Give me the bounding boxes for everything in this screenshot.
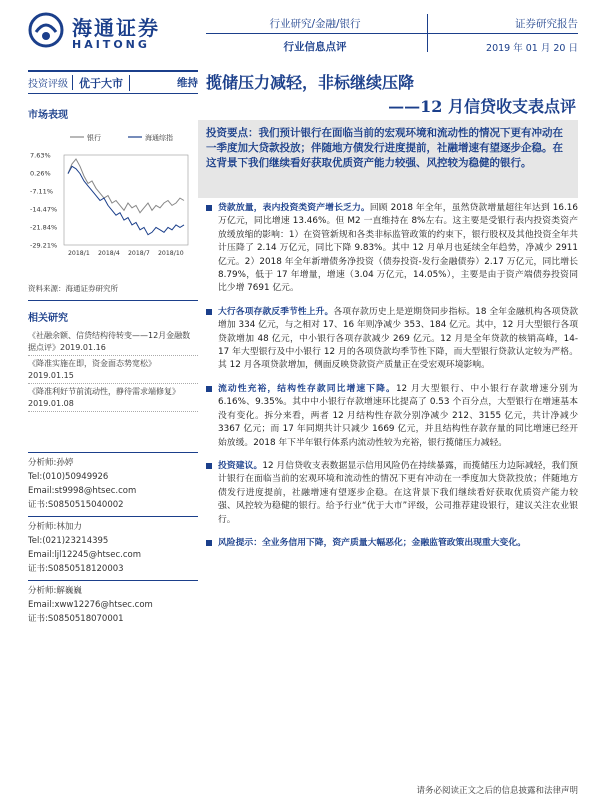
report-title: 揽储压力减轻，非标继续压降: [206, 73, 415, 92]
analyst-name: 分析师:孙婷: [28, 458, 74, 468]
y-tick-label: -7.11%: [30, 187, 53, 196]
rating-bar: [28, 70, 198, 94]
summary-text: 投资要点：我们预计银行在面临当前的宏观环境和流动性的情况下更有冲动在一季度加大贷款投放；伴随地方债发行进度提前，社融增速有望逐步企稳。在这背景下我们继续看好获取优质资产能力较强、风控较为稳健的银行。: [206, 127, 563, 169]
x-tick-label: 2018/1: [68, 250, 90, 257]
analyst-card: [28, 580, 198, 626]
analyst-email[interactable]: Email:ljl12245@htsec.com: [28, 550, 141, 560]
analyst-tel: Tel:(010)50949926: [28, 472, 109, 482]
rating-status: 维持: [177, 77, 198, 89]
related-list: [28, 330, 198, 412]
point-text: 12 月大型银行、中小银行存款增速分别为 6.16%、9.35%。其中中小银行存款增速环比提高了 0.53 个百分点，大型银行在增速基本没有变化。拆分来看，两者 12 月结构性存款分别净减少 212、3155 亿元，共计净减少 3367 亿元；而 17 年同期共计只减少 1669 亿元，并且结构性存款存量的同比增速已经开始放缓。2018 年下半年银行体系内流动性较为充裕，银行揽储压力减轻。: [218, 383, 578, 448]
report-subtitle: ——12 月信贷收支表点评: [388, 97, 576, 116]
point-lead: 贷款放量，表内投资类资产增长乏力。: [218, 203, 370, 213]
analyst-name: 分析师:解巍巍: [28, 586, 82, 596]
summary-box: [198, 120, 578, 198]
analyst-email[interactable]: Email:st9998@htsec.com: [28, 486, 137, 496]
y-tick-label: -14.47%: [30, 205, 58, 214]
chart-source: 资料来源：海通证券研究所: [28, 283, 198, 301]
analyst-list: [28, 452, 198, 630]
analyst-card: [28, 452, 198, 512]
x-tick-label: 2018/7: [128, 250, 150, 257]
report-category: 行业研究/金融/银行: [269, 18, 361, 30]
report-type: 行业信息点评: [283, 41, 347, 53]
point-lead: 投资建议。: [218, 460, 263, 471]
square-bullet-icon: [206, 463, 212, 469]
series-line-index: [68, 166, 184, 234]
point-lead: 风险提示：: [218, 537, 262, 548]
square-bullet-icon: [206, 386, 212, 392]
related-item[interactable]: 《降准利好节前流动性，静待需求端修复》2019.01.08: [28, 386, 198, 412]
analyst-name: 分析师:林加力: [28, 522, 82, 532]
square-bullet-icon: [206, 540, 212, 546]
legend-label: 银行: [87, 134, 101, 142]
point-text: 12 月信贷收支表数据显示信用风险仍在持续暴露，而揽储压力边际减轻，我们预计银行在面临当前的宏观环境和流动性的情况下更有冲动在一季度加大贷款投放；伴随地方债发行进度提前，社融增速有望逐步企稳。在这背景下我们继续看好获取优质资产能力较强、风控较为稳健的银行。给予行业“优于大市”评级，公司推荐建设银行，建议关注农业银行。: [218, 460, 578, 525]
point-lead: 流动性充裕，结构性存款同比增速下降。: [218, 383, 396, 394]
point-text: 全业务信用下降，资产质量大幅恶化；金融监管政策出现重大变化。: [262, 537, 526, 548]
point-item: [206, 306, 578, 373]
header-divider: [206, 33, 578, 34]
legend-label: 海通综指: [145, 134, 173, 142]
analyst-cert: 证书:S0850515040002: [28, 500, 124, 510]
related-item[interactable]: 《降准实施在即，资金面态势宽松》2019.01.15: [28, 358, 198, 384]
analyst-card: [28, 516, 198, 576]
y-tick-label: -29.21%: [30, 241, 58, 250]
report-date: 2019 年 01 月 20 日: [486, 43, 578, 54]
footer-disclaimer: 请务必阅读正文之后的信息披露和法律声明: [416, 786, 578, 796]
square-bullet-icon: [206, 309, 212, 315]
point-item: [206, 460, 578, 527]
analyst-cert: 证书:S0850518070001: [28, 614, 124, 624]
doc-type: 证券研究报告: [515, 18, 578, 30]
logo-mark-icon: [28, 12, 64, 48]
x-tick-label: 2018/4: [98, 250, 120, 257]
point-text: 各项存款历史上是逆期贷同步指标。18 全年金融机构各项贷款增加 334 亿元，与之相对 17、16 年则净减少 353、184 亿元。其中，12 月大型银行各项贷款增加 48 亿元，中小银行各项存款减少 269 亿元。12 月是全年贷款的核销高峰，14-17 年大型银行及中小银行 12 月的各项贷款均季节性下降，而大型银行贷款认定较为严格。其 12 月各项贷款增加，侧面反映贷款资产质量正在受宏观环境影响。: [218, 306, 578, 371]
sidebar: [28, 70, 198, 414]
header-vertical-divider: [427, 14, 428, 52]
key-points: [206, 202, 578, 560]
series-line-bank: [68, 159, 184, 213]
point-text: 回顾 2018 年全年，虽然贷款增量超往年达到 16.16 万亿元，同比增速 13.46%。但 M2 一直维持在 8%左右。这主要是受银行表内投资类资产放缓放缩的影响：1）在资管新规和各类非标监管政策的约束下，银行股权及其他投资全年共计压降了 2.14 万亿元，同比下降 9.83%。其中 12 月单月也延续全年趋势，净减少 2911 亿元。2）2018 年全年新增债务净投资（债券投资-发行金融债券）2.17 万亿元，同比增长 8.79%，低于 17 年增量，增速（3.04 万亿元，14.05%），主要是由于资产端债券投资同比少增 7691 亿元。: [218, 203, 578, 294]
market-chart: [28, 127, 198, 267]
y-tick-label: 0.26%: [30, 169, 51, 178]
y-tick-label: 7.63%: [30, 151, 51, 160]
logo-text-en: HAITONG: [72, 38, 150, 51]
analyst-tel: Tel:(021)23214395: [28, 536, 109, 546]
rating-value: 优于大市: [73, 75, 130, 91]
related-title: 相关研究: [28, 313, 68, 324]
point-lead: 大行各项存款反季节性上升。: [218, 306, 334, 317]
related-item[interactable]: 《社融余额、信贷结构待转变——12月金融数据点评》2019.01.16: [28, 330, 198, 356]
y-tick-label: -21.84%: [30, 223, 58, 232]
point-item: [206, 202, 578, 296]
point-item: [206, 383, 578, 450]
x-tick-label: 2018/10: [158, 250, 184, 257]
logo-text-cn: 海通证券: [72, 16, 160, 40]
market-chart-svg: [28, 127, 198, 267]
company-logo: [28, 10, 198, 56]
plot-frame: [64, 155, 188, 245]
square-bullet-icon: [206, 205, 212, 211]
rating-label: 投资评级: [28, 75, 73, 90]
analyst-cert: 证书:S0850518120003: [28, 564, 124, 574]
market-title: 市场表现: [28, 110, 68, 121]
analyst-email[interactable]: Email:xww12276@htsec.com: [28, 600, 153, 610]
report-header: [0, 0, 600, 62]
point-item: [206, 537, 578, 550]
